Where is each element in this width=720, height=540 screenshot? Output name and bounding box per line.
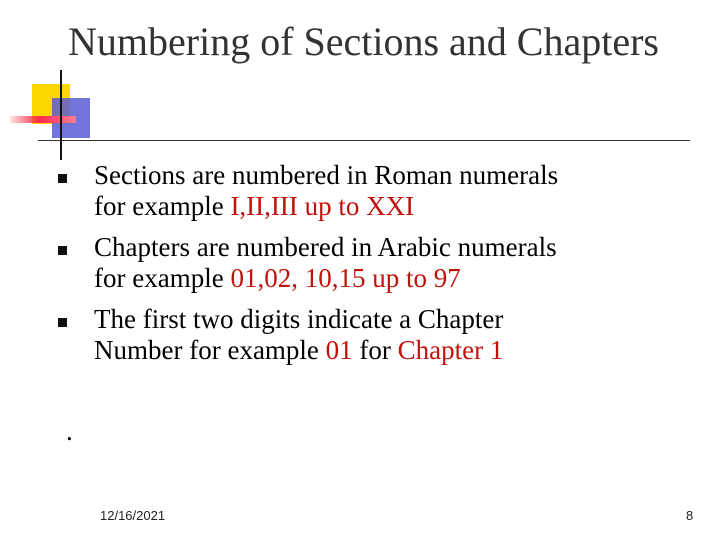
bullet-item-chapters — [58, 232, 698, 294]
bullet-square-icon — [58, 174, 67, 183]
bullet-item-digits — [58, 304, 698, 366]
highlight-text: I,II,III up to XXI — [230, 191, 415, 221]
highlight-text: 01,02, 10,15 up to 97 — [230, 263, 461, 293]
title-divider-line — [38, 140, 690, 141]
page-number: 8 — [686, 508, 694, 523]
trailing-period: . — [66, 416, 73, 446]
footer-date: 12/16/2021 — [100, 508, 166, 523]
highlight-text: 01 — [325, 335, 353, 365]
bullet-text: Number for example — [94, 335, 326, 365]
bullet-text: for example — [94, 263, 231, 293]
bullet-square-icon — [58, 246, 67, 255]
bullet-text: Chapters are numbered in Arabic numerals — [94, 232, 557, 262]
bullet-text: for example — [94, 191, 231, 221]
bullet-item-sections — [58, 160, 698, 222]
highlight-text: Chapter 1 — [397, 335, 504, 365]
bullet-text: for — [352, 335, 398, 365]
bullet-square-icon — [58, 318, 67, 327]
bullet-text: Sections are numbered in Roman numerals — [94, 160, 559, 190]
decor-vertical-line — [60, 70, 62, 160]
slide-title: Numbering of Sections and Chapters — [68, 19, 659, 64]
decor-red-bar — [10, 116, 76, 123]
bullet-text: The first two digits indicate a Chapter — [94, 304, 504, 334]
bullet-list — [58, 160, 698, 376]
